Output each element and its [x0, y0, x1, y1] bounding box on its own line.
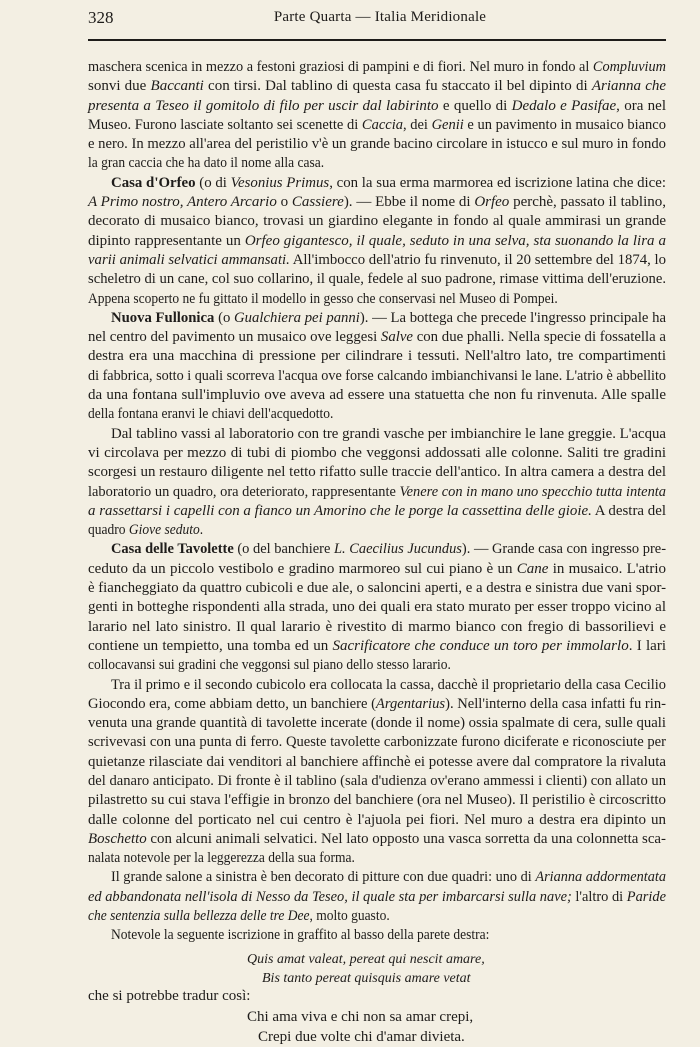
line-content: [88, 598, 666, 617]
text-run: o: [276, 194, 292, 211]
text-run: collocavansi sui gradini che veggonsi sul piano dello stesso larario.: [88, 657, 451, 674]
text-line: [88, 328, 666, 347]
text-run: Notevole la seguente iscrizione in graffito al basso della parete destra:: [111, 927, 490, 944]
line-content: [88, 58, 666, 77]
text-run: l'altro di: [571, 888, 627, 905]
text-run: nel centro del pavimento un musaico ove leggesi: [88, 329, 381, 346]
text-run: della fontana eranvi le chiavi dell'acquedotto.: [88, 406, 334, 423]
text-line: [88, 560, 666, 579]
italic-text: presenta a Teseo il gomitolo di filo per uscir dal labirinto: [88, 97, 439, 114]
text-line: [88, 772, 666, 791]
verse-line: Chi ama viva e chi non sa amar crepi,: [247, 1009, 474, 1025]
text-run: dalle colonne del porticato nel cui centro è l'ajuola pei fiori. Nel muro a destra era dipinto un: [88, 811, 666, 828]
paragraph: [88, 425, 666, 541]
line-content: [88, 328, 666, 347]
text-run: scorgesi un restauro diligente nel tetto rifatto sulle traccie dell'antico. In altra camera a destra del: [88, 464, 666, 481]
italic-text: Argentarius: [375, 695, 446, 712]
line-content: [88, 695, 666, 714]
text-line: [88, 405, 666, 424]
paragraph: [88, 540, 666, 675]
line-content: [111, 174, 666, 193]
text-run: contiene un tempietto, una tomba ed un: [88, 637, 333, 654]
paragraph: [88, 676, 666, 869]
italic-text: varii animali selvatici ammansati.: [88, 251, 290, 268]
text-line: [88, 97, 666, 116]
verse-line: Crepi due volte chi d'amar divieta.: [258, 1029, 465, 1045]
text-run: pilastretto su cui stava l'effigie in bronzo del banchiere (ora nel Museo). Il peristilio è circoscritto: [88, 792, 666, 809]
text-run: destra era una macchina di pressione per cilindrare i tessuti. Nell'altro lato, tre compartimenti: [88, 348, 666, 365]
line-content: [88, 483, 666, 502]
text-line: [88, 830, 666, 849]
text-run: è fiancheggiato da quattro cubicoli e due ale, o saloncini aperti, e a destra e sinistra due vani spor-: [88, 580, 666, 597]
line-content: [88, 405, 333, 424]
text-run: con tirsi. Dal tablino di questa casa fu staccato il bel dipinto di: [203, 78, 592, 95]
text-line: [88, 174, 666, 193]
line-content: [88, 444, 666, 463]
latin-verse: [0, 950, 700, 988]
text-line: [88, 579, 666, 598]
text-run: e quello di: [438, 97, 512, 114]
text-run: quadro: [88, 522, 129, 539]
italic-text: A Primo nostro, Antero Arcario: [88, 194, 277, 211]
text-run: genti in botteghe rispondenti alla strada, uno dei quali era stato murato per esser troppo vicino al: [88, 599, 666, 616]
text-line: [88, 367, 666, 386]
text-line: [88, 676, 666, 695]
text-run: ). — Ebbe il nome di: [343, 194, 475, 211]
line-content: [111, 926, 489, 945]
italic-text: Gualchiera pei panni: [234, 309, 360, 326]
line-content: [111, 309, 666, 328]
text-run: e un pavimento in musaico bianco: [463, 116, 666, 133]
line-content: [88, 290, 558, 309]
text-run: ). — La bottega che precede l'ingresso principale ha: [359, 309, 666, 326]
running-title: Parte Quarta — Italia Meridionale: [273, 9, 487, 25]
text-line: [88, 386, 666, 405]
text-run: A destra del: [591, 502, 666, 519]
text-run: con due phalli. Nella specie di fossatella a: [413, 329, 666, 346]
line-content: [88, 656, 451, 675]
text-run: ). — Grande casa con ingresso pre-: [461, 541, 666, 558]
line-content: [111, 676, 666, 695]
text-run: .: [199, 522, 204, 539]
text-line: [88, 791, 666, 810]
text-run: , ora nel: [616, 97, 667, 114]
line-content: [88, 386, 666, 405]
bold-heading: Nuova Fullonica: [111, 309, 215, 326]
italic-text: Arianna che: [591, 78, 667, 95]
text-line: [88, 309, 666, 328]
line-content: [88, 849, 355, 868]
line-content: [88, 270, 666, 289]
text-run: Il grande salone a sinistra è ben decorato di pitture con due quadri: uno di: [111, 869, 536, 886]
italic-text: Boschetto: [88, 830, 147, 847]
line-content: [88, 733, 666, 752]
text-line: [88, 232, 666, 251]
text-run: (o: [214, 309, 235, 326]
line-content: [88, 212, 666, 231]
text-run: (o di: [195, 174, 231, 191]
bold-heading: Casa d'Orfeo: [111, 174, 196, 191]
text-line: [88, 714, 666, 733]
text-run: maschera scenica in mezzo a festoni graziosi di pampini e di fiori. Nel muro in fondo al: [88, 59, 593, 75]
line-content: [88, 77, 666, 96]
line-content: [88, 907, 390, 926]
text-run: da una fontana sull'impluvio ove aveva ad essere una statuetta che non fu rinvenuta. Alle spalle: [88, 387, 666, 404]
italic-text: che sentenzia sulla bellezza delle tre Dee: [88, 908, 310, 925]
italic-text: Sacrificatore che conduce un toro per immolarlo: [332, 637, 629, 654]
text-line: [88, 154, 666, 173]
text-line: [88, 598, 666, 617]
text-run: scheletro di un cane, col suo collarino, il quale, fedele al suo padrone, rimase vittima dell'eruzione.: [88, 271, 666, 288]
text-run: la gran caccia che ha dato il nome alla casa.: [88, 155, 325, 172]
line-content: [88, 579, 666, 598]
text-run: laboratorio un quadro, ora deteriorato, rappresentante: [88, 483, 400, 500]
text-run: in musaico. L'atrio: [548, 560, 666, 577]
text-line: [88, 212, 666, 231]
text-run: con alcuni animali selvatici. Nel lato opposto una vasca sorretta da una colonnetta sca-: [146, 830, 666, 847]
text-run: Tra il primo e il secondo cubicolo era collocata la cassa, dacchè il proprietario della casa Cecilio: [111, 676, 666, 693]
text-run: e nero. In mezzo all'area del peristilio v'è un grande bacino circolare in istucco e sul muro in fondo: [88, 136, 666, 153]
text-line: [88, 753, 666, 772]
line-content: [88, 637, 666, 656]
text-run: del danaro anticipato. Di fronte è il tablino (sala d'udienza ov'erano ammessi i clienti) con allato un: [88, 772, 666, 789]
text-line: [88, 637, 666, 656]
text-line: [88, 116, 666, 135]
text-line: [88, 695, 666, 714]
text-run: All'imbocco dell'atrio fu rinvenuto, il 20 settembre del 1874, lo: [289, 251, 666, 268]
text-line: [88, 290, 666, 309]
italian-verse: [0, 1008, 700, 1047]
text-line: [88, 502, 666, 521]
line-content: [111, 868, 666, 887]
line-content: [111, 425, 666, 444]
text-run: di fabbrica, sotto i quali scorreva l'acqua ove forse calcando imbianchivansi le lane. L'atrio è abbellito: [88, 367, 666, 384]
line-content: [88, 502, 666, 521]
italic-text: a rassettarsi i capelli con a fianco un Amorino che le porge la cassettina delle gioie.: [88, 502, 592, 519]
italic-text: Cassiere: [291, 194, 344, 211]
text-run: , dei: [402, 116, 432, 133]
text-line: [88, 811, 666, 830]
italic-text: Genii: [431, 116, 464, 133]
paragraph: [88, 309, 666, 425]
text-line: [88, 907, 666, 926]
italic-text: Vesonius Primus: [230, 174, 330, 191]
line-content: [88, 714, 666, 733]
line-content: [88, 521, 203, 540]
text-line: [88, 849, 666, 868]
italic-text: Orfeo gigantesco, il quale, seduto in una selva, sta suonando la lira a: [244, 232, 666, 249]
page-number: 328: [88, 8, 114, 27]
paragraph: [88, 868, 666, 926]
line-content: [88, 463, 666, 482]
text-line: [88, 463, 666, 482]
line-content: [88, 560, 666, 579]
text-line: [88, 347, 666, 366]
text-run: dipinto rappresentante un: [88, 232, 245, 249]
text-run: . I lari: [628, 637, 667, 654]
text-run: , molto guasto.: [309, 908, 390, 925]
text-run: nalata notevole per la leggerezza della sua forma.: [88, 850, 355, 867]
line-content: [88, 753, 666, 772]
italic-text: Cane: [516, 560, 549, 577]
text-run: (o del banchiere: [233, 541, 334, 558]
text-line: [88, 135, 666, 154]
italic-text: Arianna addormentata: [535, 869, 666, 886]
italic-text: Salve: [380, 329, 414, 346]
text-line: [88, 656, 666, 675]
italic-text: ed abbandonata nell'isola di Nesso da Teseo, il quale sta per imbarcarsi sulla nave;: [88, 888, 572, 905]
text-run: scrivevasi con una punta di ferro. Queste tavolette carbonizzate furono diciferate e riconosciute per: [88, 734, 666, 751]
text-run: , con la sua erma marmorea ed iscrizione latina che dice:: [329, 174, 666, 191]
line-content: [88, 830, 666, 849]
text-line: [88, 483, 666, 502]
italic-text: Giove seduto: [128, 522, 200, 539]
text-run: larario nel lato sinistro. Il qual larario è rivestito di marmo bianco con fregio di bassorilievi e: [88, 618, 666, 635]
text-line: [88, 425, 666, 444]
text-run: Giocondo era, come abbiam detto, un banchiere (: [88, 695, 376, 712]
text-line: [88, 77, 666, 96]
text-run: sonvi due: [88, 78, 151, 95]
italic-text: Orfeo: [474, 194, 510, 211]
text-run: Museo. Furono lasciate soltanto sei scenette di: [88, 116, 362, 133]
paragraph: [88, 58, 666, 174]
text-line: [88, 888, 666, 907]
text-run: Appena scoperto ne fu gittato il modello in gesso che conservasi nel Museo di Pompei.: [88, 290, 558, 307]
text-run: vi circolava per mezzo di tubi di piombo che veggonsi addossati alle colonne. Saliti tre gradini: [88, 444, 666, 461]
text-line: [88, 540, 666, 559]
verse-line: Bis tanto pereat quisquis amare vetat: [262, 971, 471, 986]
text-line: [88, 444, 666, 463]
line-content: [88, 888, 666, 907]
verse-line: Quis amat valeat, pereat qui nescit amare,: [247, 952, 485, 967]
paragraph: [88, 926, 666, 945]
italic-text: L. Caecilius Jucundus: [333, 541, 462, 558]
line-content: [88, 367, 666, 386]
italic-text: Caccia: [361, 116, 403, 133]
text-line: [88, 618, 666, 637]
line-content: [88, 791, 666, 810]
italic-text: Baccanti: [150, 78, 204, 95]
line-content: [88, 193, 666, 212]
text-line: [88, 58, 666, 77]
paragraph: [88, 174, 666, 309]
page-body: [88, 58, 666, 946]
line-content: [111, 540, 666, 559]
line-content: [88, 772, 666, 791]
line-content: [88, 232, 666, 251]
line-content: [88, 97, 666, 116]
text-run: Dal tablino vassi al laboratorio con tre grandi vasche per imbianchire le lane greggie. L'acqua: [111, 425, 666, 442]
text-line: [88, 193, 666, 212]
text-line: [88, 251, 666, 270]
italic-text: Dedalo e Pasifae: [511, 97, 617, 114]
bold-heading: Casa delle Tavolette: [111, 541, 234, 558]
text-run: quietanze rilasciate dai venditori al banchiere affinchè ei potesse avere dal compratore la rivaluta: [88, 753, 666, 770]
line-content: [88, 251, 666, 270]
line-content: [88, 154, 324, 173]
line-content: [88, 618, 666, 637]
line-content: [88, 811, 666, 830]
line-content: [88, 347, 666, 366]
text-line: [88, 521, 666, 540]
italic-text: Compluvium: [592, 59, 666, 75]
line-content: [88, 116, 666, 135]
text-line: [88, 733, 666, 752]
line-content: [88, 135, 666, 154]
italic-text: Venere con in mano uno specchio tutta intenta: [399, 483, 666, 500]
text-line: [88, 868, 666, 887]
text-run: perchè, passato il tablino,: [509, 194, 666, 211]
text-run: ). Nell'interno della casa infatti fu rin-: [445, 695, 666, 712]
text-run: venuta una grande quantità di tavolette incerate (donde il nome) ossia spalmate di cera, sulle quali: [88, 715, 666, 732]
text-run: decorato di musaico bianco, trovasi un giardino elegante in fondo al quale ammirasi un grande: [88, 213, 666, 230]
header-rule: [88, 39, 666, 41]
text-line: [88, 926, 666, 945]
translation-intro: che si potrebbe tradur così:: [88, 988, 251, 1004]
text-run: ceduto da un piccolo vestibolo e gradino marmoreo sul cui piano è un: [88, 560, 517, 577]
text-line: [88, 270, 666, 289]
italic-text: Paride: [626, 888, 666, 905]
